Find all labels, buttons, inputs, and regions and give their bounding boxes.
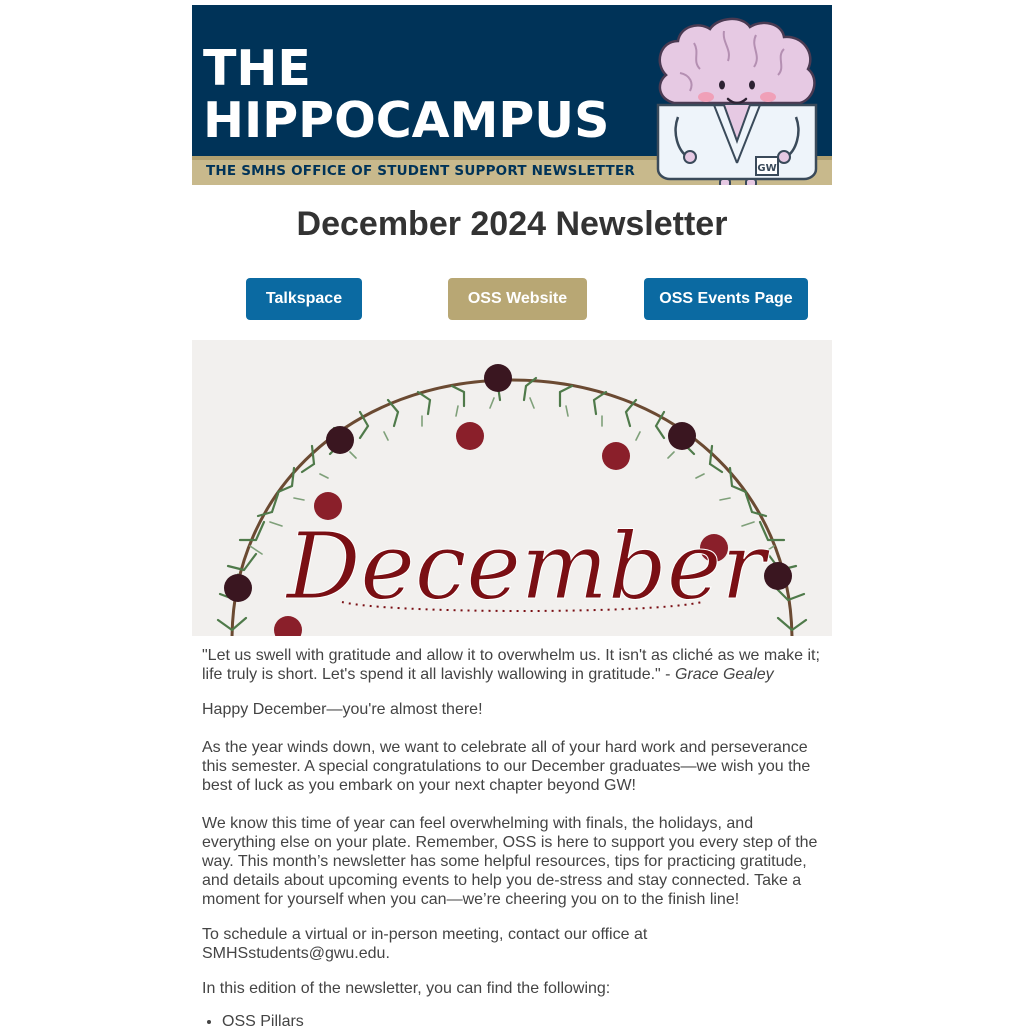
quote-author: Grace Gealey (674, 666, 774, 683)
quote-text: "Let us swell with gratitude and allow it to overwhelm us. It isn't as cliché as we make it; life truly is short. Let's spend it all lavishly wallowing in gratitude." - (202, 647, 820, 683)
wreath-illustration (192, 340, 832, 636)
newsletter (192, 5, 832, 1030)
banner-title-line2: HIPPOCAMPUS (203, 92, 610, 149)
newsletter-banner (192, 5, 832, 185)
talkspace-button[interactable]: Talkspace (246, 278, 362, 320)
mascot-pocket-badge: GW (757, 163, 777, 174)
brain-mascot-icon (644, 13, 832, 185)
oss-website-button[interactable]: OSS Website (448, 278, 587, 320)
banner-title-line1: THE (203, 40, 311, 97)
oss-events-page-button[interactable]: OSS Events Page (644, 278, 808, 320)
contact-text: To schedule a virtual or in-person meeting, contact our office at (202, 926, 648, 943)
paragraph-celebrate: As the year winds down, we want to celebrate all of your hard work and perseverance this semester. A special congratulations to our December graduates—we wish you the best of luck as you embark on your next chapter beyond GW! (202, 739, 811, 794)
banner-title (203, 40, 610, 149)
edition-contents-list (202, 1012, 822, 1031)
paragraph-support: We know this time of year can feel overwhelming with finals, the holidays, and everything else on your plate. Remember, OSS is here to support you every step of the way. This month’s newsletter has some helpful resources, tips for practicing gratitude, and details about upcoming events to help you de-stress and stay connected. Take a moment for yourself when you can—we’re cheering you on to the finish line! (202, 815, 818, 908)
list-item: • OSS Pillars (222, 1012, 822, 1031)
contact-email-link[interactable]: SMHSstudents@gwu.edu. (202, 945, 390, 962)
banner-subtitle: THE SMHS OFFICE OF STUDENT SUPPORT NEWSLETTER (206, 163, 635, 179)
greeting-text: Happy December—you're almost there! (202, 701, 483, 718)
december-wreath-image (192, 340, 832, 636)
contact-paragraph (202, 925, 822, 963)
list-intro-text: In this edition of the newsletter, you can find the following: (202, 980, 611, 997)
newsletter-headline: December 2024 Newsletter (296, 205, 728, 243)
gratitude-quote (202, 646, 822, 684)
newsletter-body (202, 646, 822, 1031)
december-script-text: December (286, 513, 766, 620)
